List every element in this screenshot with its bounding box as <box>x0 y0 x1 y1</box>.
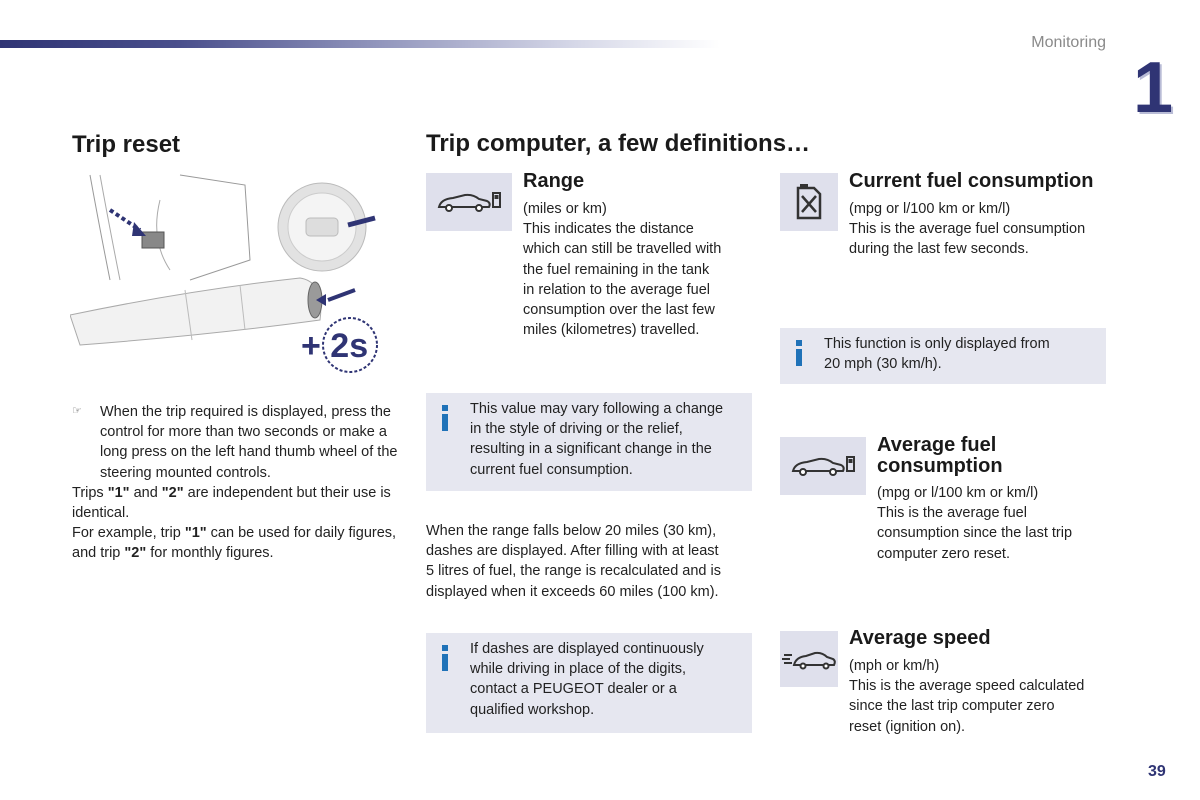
range-dashes-text: When the range falls below 20 miles (30 km), dashes are displayed. After filling with at least 5 litres of fuel, the range is recalculated and is displayed when it exceeds 60 miles (100 km). <box>426 523 721 600</box>
info-box-speed <box>780 328 1106 384</box>
trip-computer-title: Trip computer, a few definitions… <box>426 130 811 157</box>
average-fuel-text: (mpg or l/100 km or km/l) This is the average fuel consumption since the last trip computer zero reset. <box>877 485 1073 562</box>
current-fuel-heading: Current fuel consumption <box>849 170 1094 192</box>
speeding-car-icon <box>780 631 838 687</box>
fuel-can-icon <box>780 173 838 231</box>
info-dealer-text: If dashes are displayed continuously while driving in place of the digits, contact a PEUGEOT dealer or a qualified workshop. <box>470 641 704 718</box>
bullet-icon: ☞ <box>72 405 82 417</box>
page-number: 39 <box>1148 763 1166 780</box>
range-heading: Range <box>523 170 585 192</box>
steering-control-illustration <box>70 170 400 390</box>
average-speed-heading: Average speed <box>849 627 991 649</box>
plus-two-seconds-label: + 2s <box>301 327 369 365</box>
range-text: (miles or km) This indicates the distance which can still be travelled with the fuel remaining in the tank in relation to the average fuel consumption over the last few miles (kilometres) travelled. <box>523 201 722 339</box>
header-gradient-bar <box>0 40 720 48</box>
info-box-variation <box>426 393 752 491</box>
section-label: Monitoring <box>1031 34 1106 51</box>
info-box-dealer <box>426 633 752 733</box>
average-fuel-heading: Average fuel consumption <box>877 434 1003 477</box>
range-car-fuel-icon <box>426 173 512 231</box>
average-speed-text: (mph or km/h) This is the average speed calculated since the last trip computer zero reset (ignition on). <box>849 658 1085 735</box>
info-variation-text: This value may vary following a change in the style of driving or the relief, resulting in a significant change in the current fuel consumption. <box>470 401 724 478</box>
current-fuel-text: (mpg or l/100 km or km/l) This is the average fuel consumption during the last few seconds. <box>849 201 1086 258</box>
trip-reset-note-1: Trips "1" and "2" are independent but their use is identical. <box>72 485 391 522</box>
average-fuel-car-icon <box>780 437 866 495</box>
info-icon <box>438 645 452 671</box>
info-icon <box>792 340 806 366</box>
trip-reset-note-2: For example, trip "1" can be used for daily figures, and trip "2" for monthly figures. <box>72 525 397 562</box>
info-speed-text: This function is only displayed from 20 mph (30 km/h). <box>824 336 1050 373</box>
trip-reset-title: Trip reset <box>72 131 181 158</box>
info-icon <box>438 405 452 431</box>
chapter-number: 1 <box>1133 48 1172 128</box>
trip-reset-instruction: When the trip required is displayed, press the control for more than two seconds or make a long press on the left hand thumb wheel of the steering mounted controls. <box>100 404 398 481</box>
